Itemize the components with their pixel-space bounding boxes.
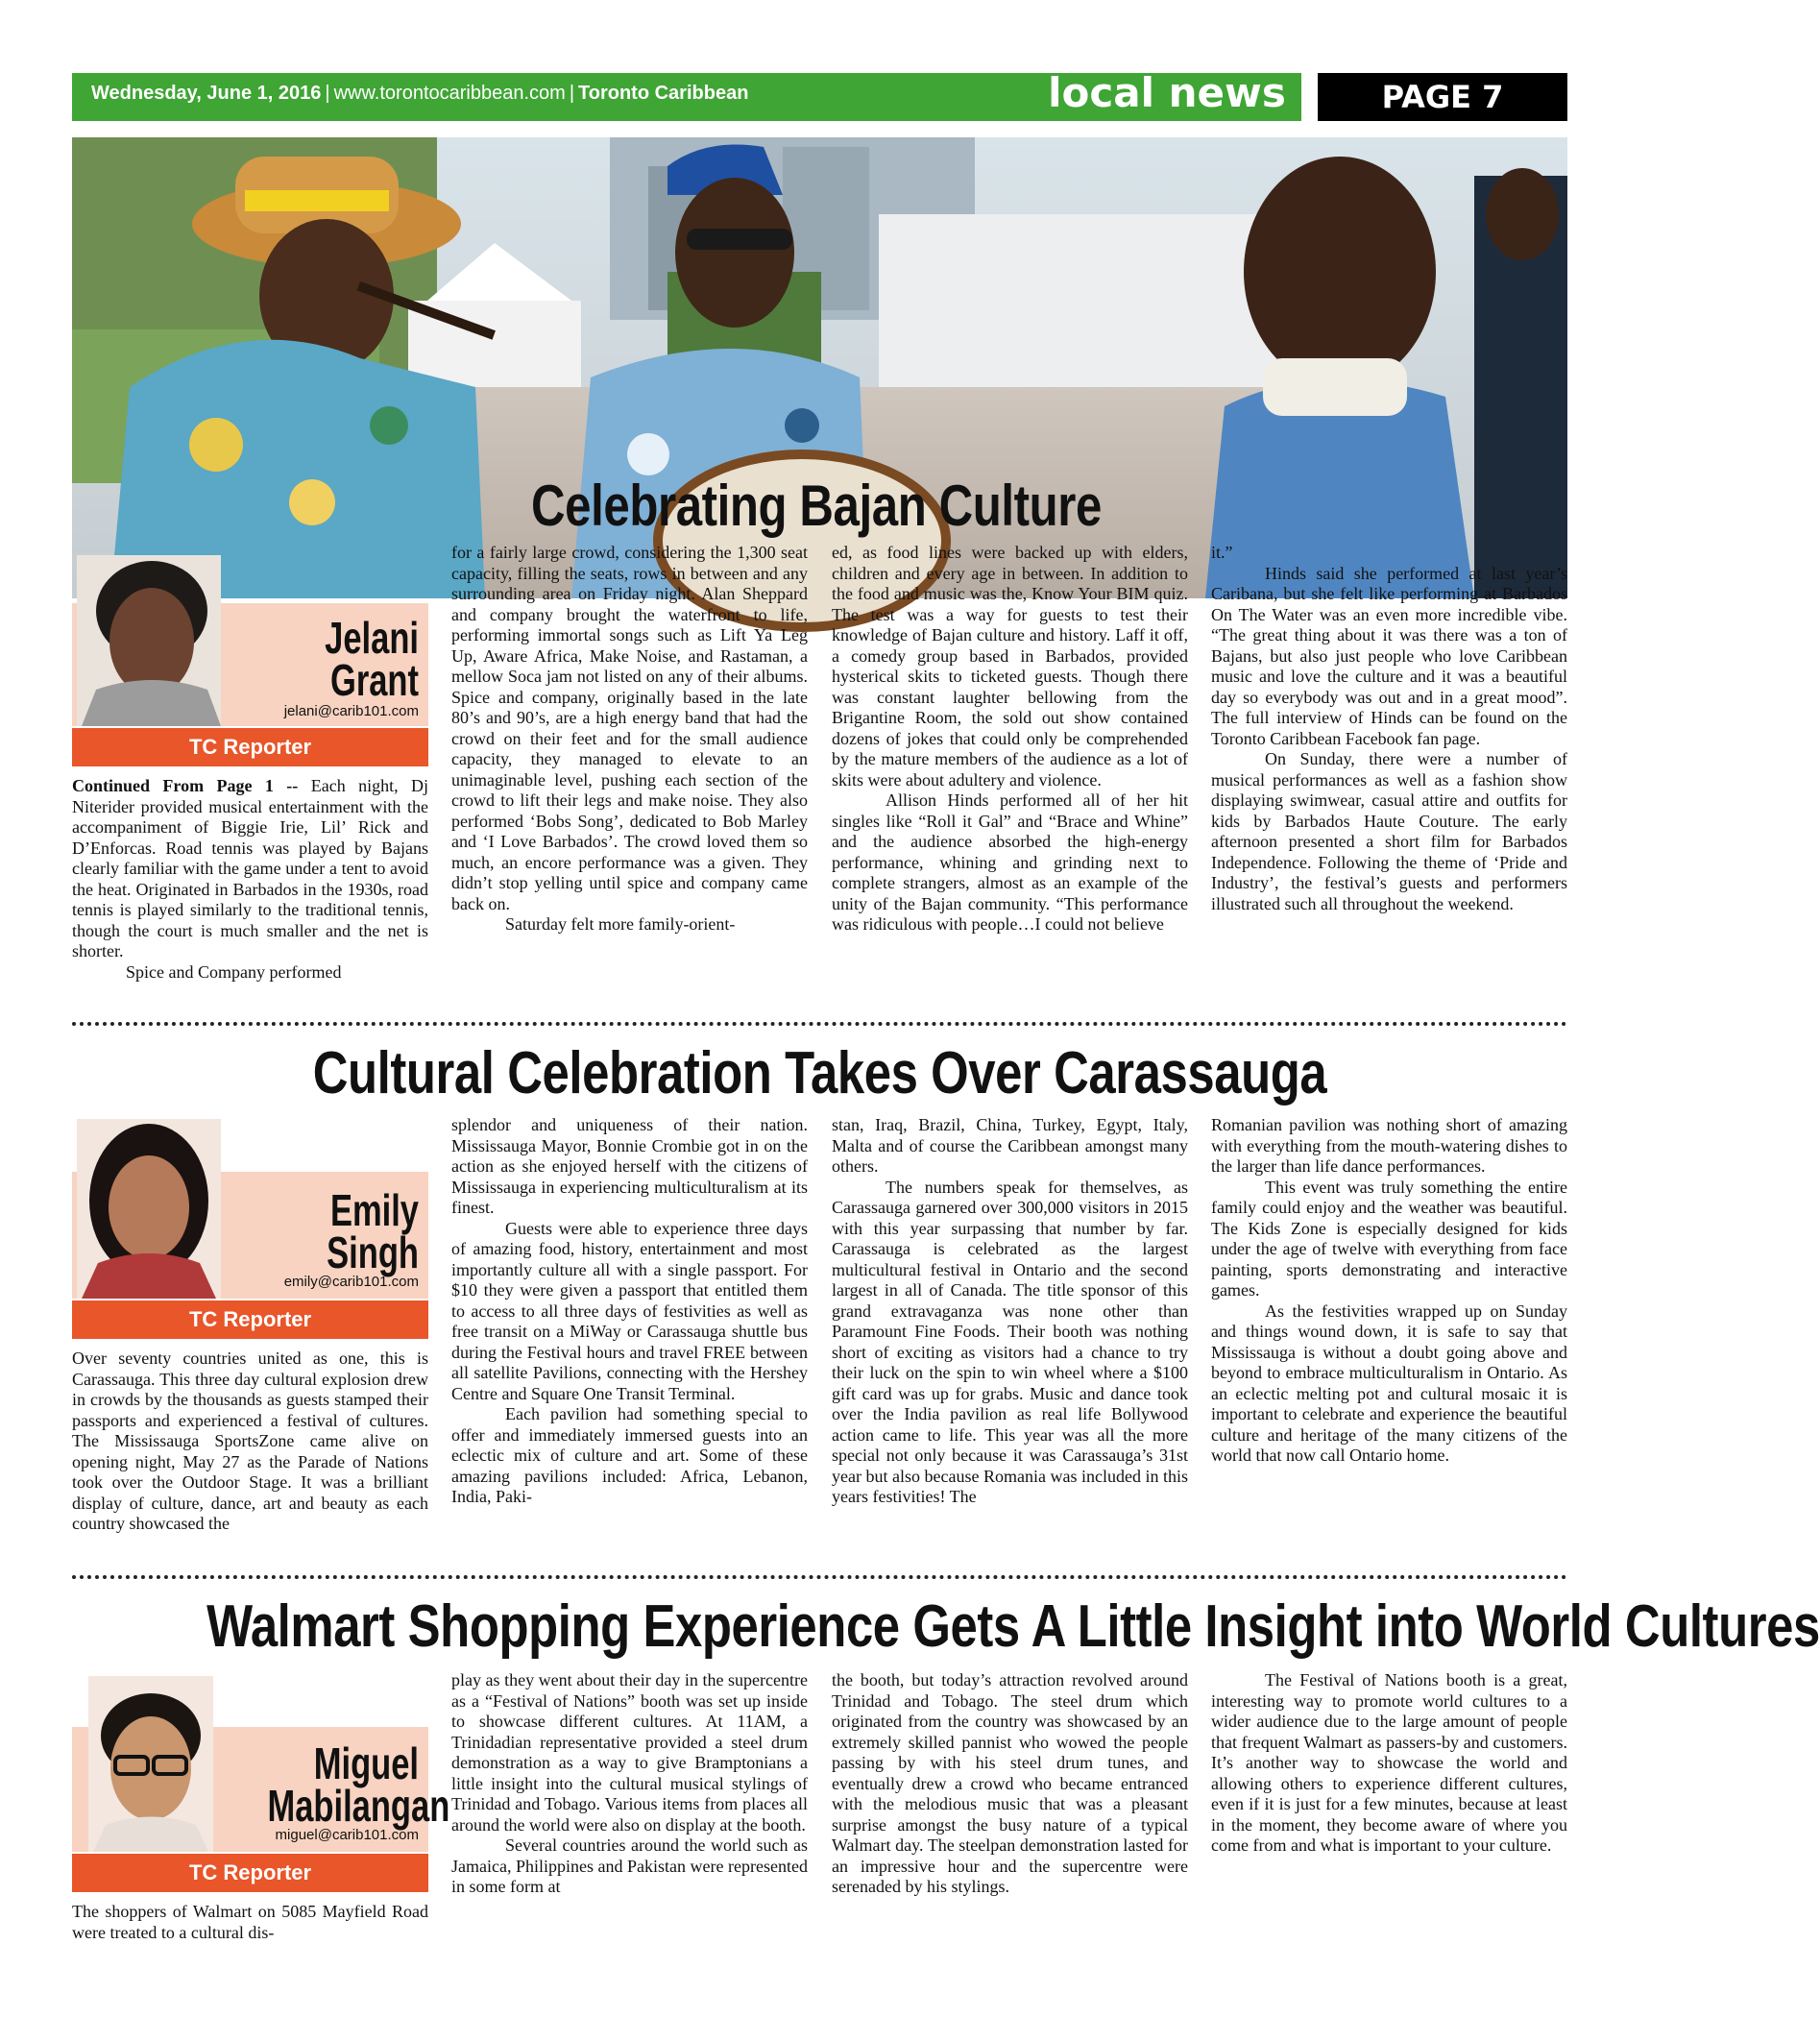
article2-col4-para: As the festivities wrapped up on Sunday and things wound down, it is safe to say that Mississauga is without a doubt going above and beyond to embrace multiculturalism in Ontario. As an eclectic melting pot and cultural mosaic it is important to celebrate and experience the beautiful culture and heritage of the many citizens of the world that now call Ontario home.: [1211, 1300, 1567, 1465]
website-url[interactable]: www.torontocaribbean.com: [333, 83, 566, 104]
reporter-name-emily: Emily Singh: [327, 1185, 419, 1277]
publication-name: Toronto Caribbean: [578, 83, 749, 104]
article1-column4: [1211, 543, 1567, 914]
reporter-role-emily: TC Reporter: [72, 1300, 428, 1339]
article1-col4-para: Hinds said she performed at last year’s Caribana, but she felt like performing at Barbados On The Water was an even more incredible vibe. “The great thing about it was there was a ton of Bajans, but also just people who love Caribbean music and love the culture and it was a beautiful day so everybody was out and in a great mood”. The full interview of Hinds can be found on the Toronto Caribbean Facebook fan page.: [1211, 563, 1567, 748]
article3-col3-para: the booth, but today’s attraction revolved around Trinidad and Tobago. The steel drum which originated from the country was showcased by an extremely skilled pannist who wowed the people passing by with his steel drum tunes, and eventually drew a crowd who became entranced with the melodious music that was a pleasant surprise amongst the busy nature of a typical Walmart day. The steelpan demonstration lasted for an impressive hour and the supercentre were serenaded by his stylings.: [832, 1670, 1188, 1896]
article1-col3-para: ed, as food lines were backed up with elders, children and every age in between. In addition to the food and music was the, Know Your BIM quiz. The test was a way for guests to test their knowledge of Bajan culture and history. Laff it off, a comedy group based in Barbados, provided hysterical skits to ticketed guests. Though there was constant laughter bellowing from the Brigantine Room, the sold out show contained dozens of jokes that could only be comprehended by the mature members of the audience as a lot of skits were about adultery and violence.: [832, 543, 1188, 790]
article1-column2: [451, 543, 808, 936]
article1-col4-para: it.”: [1211, 543, 1233, 562]
article1-col1-para: Spice and Company performed: [126, 961, 342, 982]
article2-col4-para: This event was truly something the entire family could enjoy and the weather was beautiful. The Kids Zone is especially designed for kids under the age of twelve with everything from face painting, sports demonstrating and interactive games.: [1211, 1177, 1567, 1300]
article2-headline: Cultural Celebration Takes Over Carassauga: [312, 1040, 1327, 1106]
reporter-email-miguel[interactable]: miguel@carib101.com: [275, 1827, 419, 1843]
reporter-email-emily[interactable]: emily@carib101.com: [283, 1274, 419, 1290]
article3-column4: [1211, 1670, 1567, 1857]
reporter-email-jelani[interactable]: jelani@carib101.com: [283, 703, 419, 719]
article1-column1: [72, 776, 428, 983]
reporter-photo-emily: [77, 1119, 221, 1299]
article3-column2: [451, 1670, 808, 1898]
article3-column3: [832, 1670, 1188, 1898]
article2-column4: [1211, 1115, 1567, 1467]
article2-col2-para: Guests were able to experience three days of amazing food, history, entertainment and most importantly culture all with a single passport. For $10 they were given a passport that entitled them to access to all three days of festivities as well as free transit on a MiWay or Carassauga shuttle bus during the Festival hours and travel FREE between all satellite Pavilions, connecting with the Hershey Centre and Square One Transit Terminal.: [451, 1218, 808, 1403]
continued-label: Continued From Page 1 --: [72, 776, 299, 795]
article2-col3-para: The numbers speak for themselves, as Carassauga garnered over 300,000 visitors in 2015 with this year surpassing that number by far. Carassauga is celebrated as the largest multicultural festival in Ontario and the second largest in all of Canada. The title sponsor of this grand extravaganza was none other than Paramount Fine Foods. Their booth was nothing short of exciting as visitors had a chance to try their luck on the spin to win wheel where a $100 gift card was up for grabs. Music and dance took over the India pavilion as real life Bollywood action came to life. This year was all the more special not only because it was Carassauga’s 31st year but also because Romania was included in this years festivities! The: [832, 1177, 1188, 1506]
reporter-role-jelani: TC Reporter: [72, 728, 428, 766]
reporter-role-miguel: TC Reporter: [72, 1854, 428, 1892]
section-title: local news: [1048, 69, 1286, 116]
article2-column2: [451, 1115, 808, 1508]
article3-col1-para: The shoppers of Walmart on 5085 Mayfield Road were treated to a cultural dis-: [72, 1902, 428, 1942]
reporter-name-miguel: Miguel Mabilangan: [267, 1738, 450, 1831]
article2-column1: [72, 1349, 428, 1535]
article2-col1-para: Over seventy countries united as one, this is Carassauga. This three day cultural explosion drew in crowds by the thousands as guests stamped their passports and experienced a festival of cultures. The Mississauga SportsZone came alive on opening night, May 27 as the Parade of Nations took over the Outdoor Stage. It was a brilliant display of culture, dance, art and beauty as each country showcased the: [72, 1349, 428, 1533]
article1-column3: [832, 543, 1188, 936]
article1-col1-text: Each night, Dj Niterider provided musical entertainment with the accompaniment of Biggie Irie, Lil’ Rick and D’Enforcas. Road tennis was played by Bajans clearly familiar with the game under a tent to avoid the heat. Originated in Barbados in the 1930s, road tennis is played similarly to the traditional tennis, though the court is much smaller and the net is shorter.: [72, 776, 429, 960]
page-number: PAGE 7: [1318, 73, 1567, 121]
article2-column3: [832, 1115, 1188, 1508]
article3-col4-para: The Festival of Nations booth is a great, interesting way to promote world cultures to a wider audience due to the large amount of people that frequent Walmart as passers-by and customers. It’s another way to showcase the world and allowing others to experience different cultures, even if it is just for a few minutes, because at least in the moment, they become aware of where you come from and what is important to your culture.: [1211, 1670, 1567, 1855]
article1-col2-para: Saturday felt more family-orient-: [505, 914, 736, 934]
divider: [72, 1575, 1567, 1579]
reporter-photo-miguel: [88, 1676, 213, 1852]
reporter-photo-jelani: [77, 555, 221, 726]
article3-col2-para: Several countries around the world such as Jamaica, Philippines and Pakistan were represented in some form at: [451, 1835, 808, 1896]
article1-col2-para: for a fairly large crowd, considering the 1,300 seat capacity, filling the seats, rows in between and any surrounding area on Friday night. Alan Sheppard and company brought the waterfront to life, performing immortal songs such as Lift Ya Leg Up, Aware Africa, Make Noise, and Rastaman, a mellow Soca jam not listed on any of their albums. Spice and company, originally based in the late 80’s and 90’s, are a high energy band that had the crowd on their feet and for the small audience capacity, they managed to elevate to an unimaginable level, pushing each section of the crowd to lift their legs and make noise. They also performed ‘Bobs Song’, dedicated to Bob Marley and ‘I Love Barbados’. The crowd loved them so much, an encore performance was a given. They didn’t stop yelling until spice and company came back on.: [451, 543, 808, 913]
article2-col3-para: stan, Iraq, Brazil, China, Turkey, Egypt, Italy, Malta and of course the Caribbean amongst many others.: [832, 1115, 1188, 1176]
article2-col2-para: splendor and uniqueness of their nation. Mississauga Mayor, Bonnie Crombie got in on the action as she enjoyed herself with the citizens of Mississauga in experiencing multiculturalism at its finest.: [451, 1115, 808, 1217]
article1-col1-para: [72, 776, 428, 962]
reporter-name-jelani: Jelani Grant: [325, 613, 419, 705]
article3-column1: [72, 1902, 428, 1943]
article3-headline: Walmart Shopping Experience Gets A Little Insight into World Cultures: [206, 1593, 1820, 1660]
article1-col3-para: Allison Hinds performed all of her hit singles like “Roll it Gal” and “Brace and Whine” and the audience absorbed the high-energy performance, whining and grinding next to complete strangers, almost as an example of the unity of the Bajan community. “This performance was ridiculous with people…I could not believe: [832, 790, 1188, 934]
article3-col2-para: play as they went about their day in the supercentre as a “Festival of Nations” booth was set up inside to showcase different cultures. At 11AM, a Trinidadian representative provided a steel drum demonstration as a way to give Bramptonians a little insight into the cultural musical stylings of Trinidad and Tobago. Various items from places all around the world were also on display at the booth.: [451, 1670, 808, 1835]
issue-date: Wednesday, June 1, 2016: [91, 83, 322, 104]
divider: [72, 1022, 1567, 1026]
article2-col4-para: Romanian pavilion was nothing short of amazing with everything from the mouth-watering dishes to the larger than life dance performances.: [1211, 1115, 1567, 1176]
header-dateline: Wednesday, June 1, 2016 | www.torontocaribbean.com | Toronto Caribbean: [91, 83, 749, 104]
article1-headline: Celebrating Bajan Culture: [531, 474, 1102, 538]
article1-col4-para: On Sunday, there were a number of musical performances as well as a fashion show displaying swimwear, casual attire and outfits for kids by Barbados Haute Couture. The early afternoon presented a short film for Barbados Independence. Following the theme of ‘Pride and Industry’, the festival’s guests and performers illustrated such all throughout the weekend.: [1211, 749, 1567, 913]
article2-col2-para: Each pavilion had something special to offer and immediately immersed guests into an eclectic mix of culture and art. Some of these amazing pavilions included: Africa, Lebanon, India, Paki-: [451, 1404, 808, 1506]
